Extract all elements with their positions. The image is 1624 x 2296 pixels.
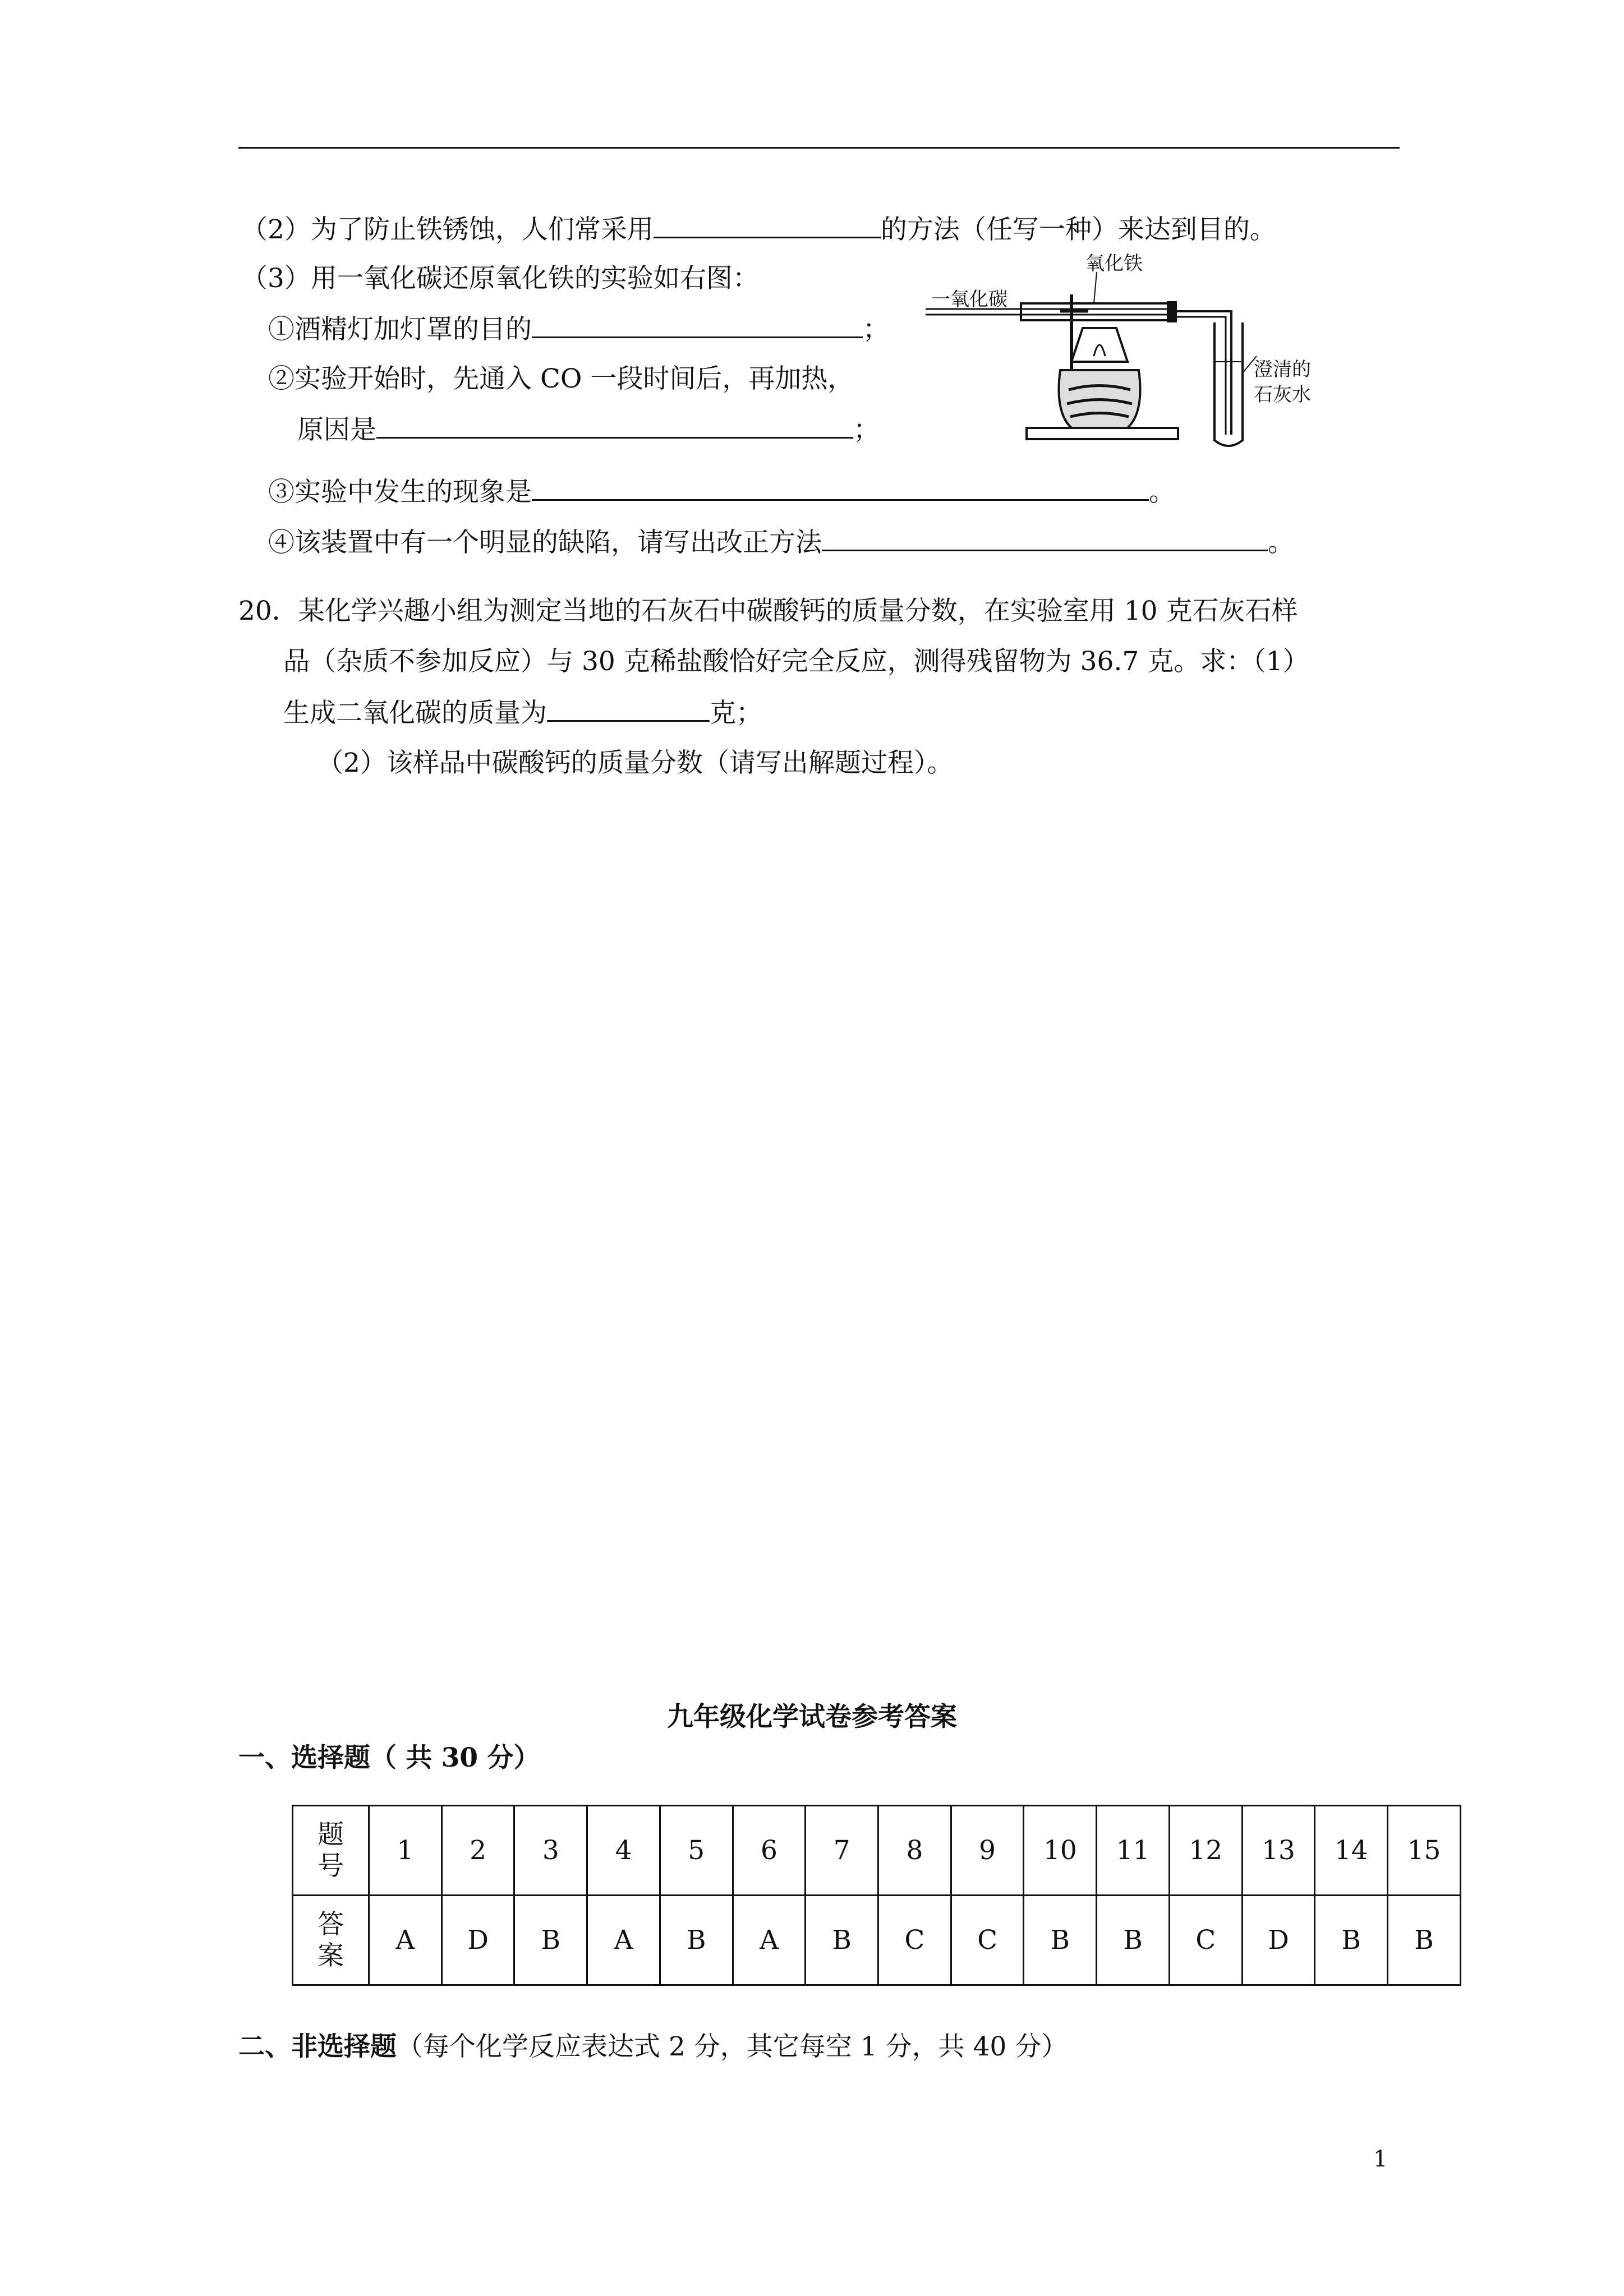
q19-sub4-pre: ④该装置中有一个明显的缺陷，请写出改正方法 (268, 527, 822, 558)
label-iron-oxide: 氧化铁 (1085, 252, 1143, 275)
table-cell: 1 (369, 1806, 442, 1896)
q20-line3 (283, 695, 762, 730)
table-cell: 6 (733, 1806, 806, 1896)
table-cell: A (587, 1896, 660, 1985)
label-limewater-1: 澄清的 (1254, 358, 1311, 381)
table-cell: B (806, 1896, 878, 1985)
table-cell: 10 (1024, 1806, 1097, 1896)
q19-part2 (241, 212, 1276, 247)
header-rule (238, 147, 1400, 149)
q20-line1: 20．某化学兴趣小组为测定当地的石灰石中碳酸钙的质量分数，在实验室用 10 克石灰石样 (238, 596, 1298, 626)
co-reduction-apparatus-figure (926, 250, 1352, 451)
row-header-question-number (293, 1806, 369, 1896)
table-row-numbers (293, 1806, 1461, 1896)
section1-heading: 一、选择题（ 共 30 分） (238, 1742, 540, 1773)
table-cell: 11 (1097, 1806, 1170, 1896)
table-cell: 9 (951, 1806, 1024, 1896)
table-cell: B (1024, 1896, 1097, 1985)
q19-sub1-post: ； (863, 314, 889, 345)
q19-sub2-line1: ②实验开始时，先通入 CO 一段时间后，再加热， (268, 363, 854, 394)
table-cell: B (514, 1896, 587, 1985)
label-co: 一氧化碳 (931, 288, 1007, 311)
q19-sub2-pre: 原因是 (297, 414, 376, 445)
table-cell: 14 (1315, 1806, 1388, 1896)
answer-blank[interactable] (532, 312, 863, 338)
table-cell: B (660, 1896, 733, 1985)
q20-line4: （2）该样品中碳酸钙的质量分数（请写出解题过程）。 (317, 748, 954, 778)
table-cell: C (878, 1896, 951, 1985)
table-cell: B (1315, 1896, 1388, 1985)
q19-sub3-pre: ③实验中发生的现象是 (268, 477, 532, 508)
row-header-q-char1: 题 (318, 1819, 344, 1850)
table-cell: 12 (1169, 1806, 1242, 1896)
table-cell: C (1169, 1896, 1242, 1985)
q19-sub2-line2 (297, 412, 880, 447)
section2-title: 二、非选择题 (238, 2031, 397, 2062)
table-row-answers (293, 1896, 1461, 1985)
page-number: 1 (1373, 2146, 1388, 2172)
q20-line3-pre: 生成二氧化碳的质量为 (283, 698, 547, 729)
q19-sub4 (268, 525, 1294, 560)
label-limewater-2: 石灰水 (1254, 384, 1311, 406)
answer-key-title: 九年级化学试卷参考答案 (667, 1702, 957, 1732)
table-cell: 8 (878, 1806, 951, 1896)
answer-blank[interactable] (654, 212, 881, 238)
table-cell: D (1242, 1896, 1315, 1985)
table-cell: A (733, 1896, 806, 1985)
q19-part3-intro: （3）用一氧化碳还原氧化铁的实验如右图： (241, 263, 759, 294)
row-header-a-char1: 答 (318, 1908, 344, 1940)
table-cell: 7 (806, 1806, 878, 1896)
q19-sub3-post: 。 (1149, 477, 1175, 508)
table-cell: B (1097, 1896, 1170, 1985)
q20-line3-post: 克； (710, 698, 762, 729)
table-cell: D (441, 1896, 514, 1985)
q19-sub4-post: 。 (1268, 527, 1294, 558)
q19-sub1-pre: ①酒精灯加灯罩的目的 (268, 314, 532, 345)
table-cell: 5 (660, 1806, 733, 1896)
table-cell: 15 (1388, 1806, 1461, 1896)
q19-sub3 (268, 474, 1175, 509)
section2-heading (238, 2030, 1068, 2064)
answer-blank[interactable] (532, 474, 1149, 501)
answer-table (292, 1805, 1461, 1986)
q20-line2: 品（杂质不参加反应）与 30 克稀盐酸恰好完全反应，测得残留物为 36.7 克。求：（1） (283, 646, 1309, 677)
q19-sub1 (268, 312, 889, 347)
table-cell: 2 (441, 1806, 514, 1896)
row-header-q-char2: 号 (318, 1850, 344, 1882)
table-cell: C (951, 1896, 1024, 1985)
table-cell: 4 (587, 1806, 660, 1896)
row-header-answer (293, 1896, 369, 1985)
table-cell: 13 (1242, 1806, 1315, 1896)
table-cell: B (1388, 1896, 1461, 1985)
q19-part2-pre: （2）为了防止铁锈蚀，人们常采用 (241, 214, 654, 245)
q19-part2-post: 的方法（任写一种）来达到目的。 (880, 214, 1276, 245)
answer-blank[interactable] (822, 525, 1268, 551)
section2-note: （每个化学反应表达式 2 分，其它每空 1 分，共 40 分） (397, 2031, 1068, 2062)
table-cell: A (369, 1896, 442, 1985)
table-cell: 3 (514, 1806, 587, 1896)
row-header-a-char2: 案 (318, 1940, 344, 1971)
answer-blank[interactable] (376, 412, 853, 439)
q19-sub2-post: ； (853, 414, 880, 445)
answer-blank[interactable] (547, 695, 710, 722)
